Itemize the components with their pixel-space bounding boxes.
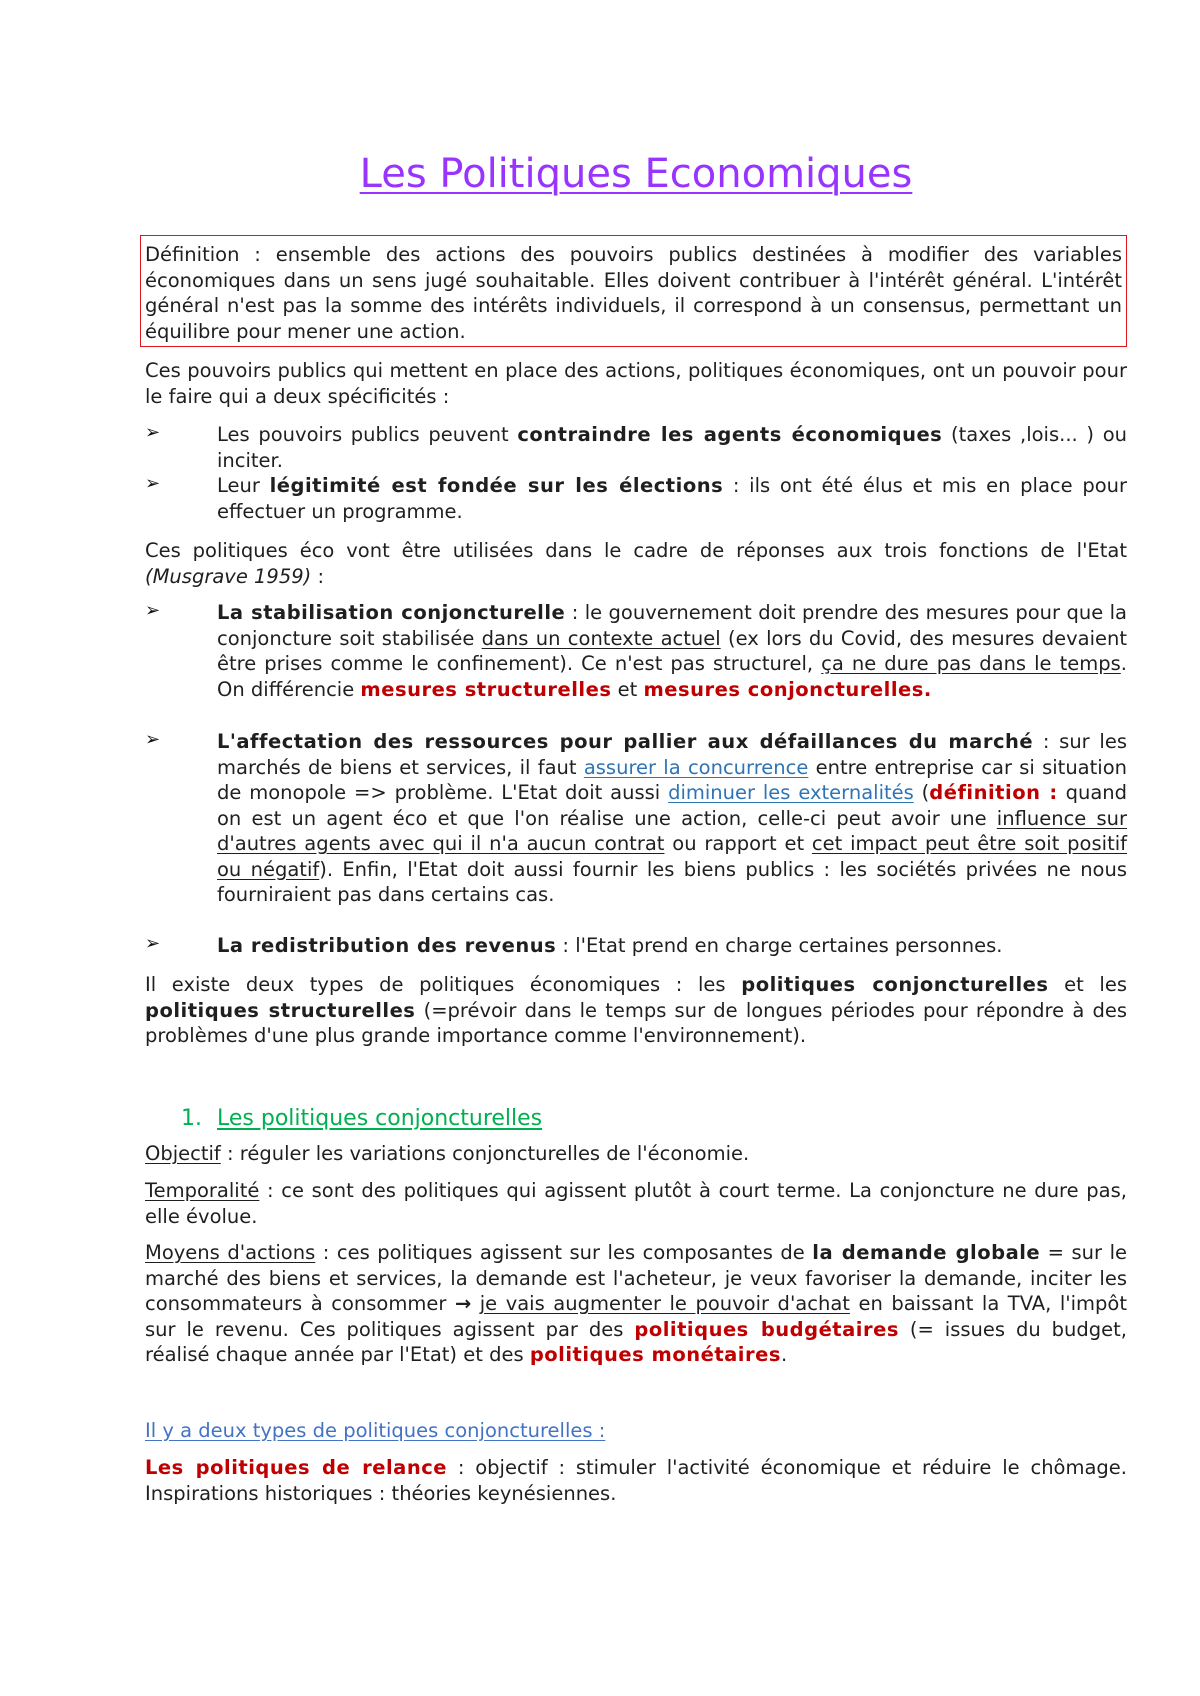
definition-box bbox=[140, 235, 1127, 347]
types-paragraph: Il existe deux types de politiques économiques : les politiques conjoncturelles et les politiques structurelles (=prévoir dans le temps sur de longues périodes pour répondre à des problèmes d'une plus grande importance comme l'environnement). bbox=[145, 973, 1127, 1047]
bold-text: contraindre les agents économiques bbox=[517, 423, 943, 446]
reference-musgrave: (Musgrave 1959) bbox=[145, 564, 312, 588]
page-title: Les Politiques Economiques bbox=[359, 151, 913, 197]
bullet-arrow-icon: ➢ bbox=[145, 473, 161, 494]
bullet-arrow-icon: ➢ bbox=[145, 422, 161, 443]
moyens-label: Moyens d'actions bbox=[145, 1241, 316, 1264]
link-diminuer-externalites[interactable]: diminuer les externalités bbox=[668, 781, 914, 804]
arrow-right-icon: → bbox=[454, 1292, 472, 1315]
definition-label: Définition : bbox=[145, 243, 261, 266]
relance-paragraph: Les politiques de relance : objectif : stimuler l'activité économique et réduire le chômage. Inspirations historiques : théories keynésiennes. bbox=[145, 1456, 1127, 1505]
section-title: Les politiques conjoncturelles bbox=[217, 1106, 543, 1131]
bullet-arrow-icon: ➢ bbox=[145, 600, 161, 621]
definition-text: ensemble des actions des pouvoirs publics destinées à modifier des variables économiques dans un sens jugé souhaitable. Elles doivent contribuer à l'intérêt général. L'intérêt général n'est pas la somme des intérêts individuels, il correspond à un consensus, permettant un équilibre pour mener une action. bbox=[145, 243, 1122, 343]
intro-paragraph: Ces pouvoirs publics qui mettent en place des actions, politiques économiques, ont un pouvoir pour le faire qui a deux spécificités : bbox=[145, 359, 1127, 408]
temporalite-paragraph: Temporalité : ce sont des politiques qui agissent plutôt à court terme. La conjoncture ne dure pas, elle évolue. bbox=[145, 1179, 1127, 1228]
bullet-arrow-icon: ➢ bbox=[145, 933, 161, 954]
section-number: 1. bbox=[181, 1106, 202, 1131]
specificity-item-1: ➢ Les pouvoirs publics peuvent contraindre les agents économiques (taxes ,lois... ) ou inciter. bbox=[145, 422, 1128, 472]
link-assurer-concurrence[interactable]: assurer la concurrence bbox=[583, 755, 809, 779]
moyens-paragraph: Moyens d'actions : ces politiques agissent sur les composantes de la demande globale = sur le marché des biens et services, la demande est l'acheteur, je veux favoriser la demande, inciter les consommateurs à consommer → je vais augmenter le pouvoir d'achat en baissant la TVA, l'impôt sur le revenu. Ces politiques agissent par des politiques budgétaires (= issues du budget, réalisé chaque année par l'Etat) et des politiques monétaires. bbox=[145, 1241, 1128, 1366]
function-affectation: ➢ L'affectation des ressources pour pallier aux défaillances du marché : sur les marchés de biens et services, il faut assurer la concurrence entre entreprise car si situation de monopole => problème. L'Etat doit aussi diminuer les externalités (définition : quand on est un agent éco et que l'on réalise une action, celle-ci peut avoir une influence sur d'autres agents avec qui il n'a aucun contrat ou rapport et cet impact peut être soit positif ou négatif). Enfin, l'Etat doit aussi fournir les biens publics : les sociétés privées ne nous fourniraient pas dans certains cas. bbox=[145, 729, 1128, 906]
objectif-label: Objectif bbox=[145, 1142, 221, 1165]
functions-intro: Ces politiques éco vont être utilisées dans le cadre de réponses aux trois fonctions de l'Etat (Musgrave 1959) : bbox=[145, 539, 1127, 588]
bullet-arrow-icon: ➢ bbox=[145, 729, 161, 750]
objectif-paragraph: Objectif : réguler les variations conjoncturelles de l'économie. bbox=[145, 1142, 750, 1165]
temporalite-label: Temporalité bbox=[145, 1179, 260, 1202]
function-redistribution: ➢ La redistribution des revenus : l'Etat prend en charge certaines personnes. bbox=[145, 933, 1003, 957]
specificity-item-2: ➢ Leur légitimité est fondée sur les élections : ils ont été élus et mis en place pour effectuer un programme. bbox=[145, 473, 1127, 523]
subheading-types: Il y a deux types de politiques conjoncturelles : bbox=[145, 1419, 606, 1442]
bold-text: légitimité est fondée sur les élections bbox=[269, 474, 724, 497]
function-stabilisation: ➢ La stabilisation conjoncturelle : le gouvernement doit prendre des mesures pour que la conjoncture soit stabilisée dans un contexte actuel (ex lors du Covid, des mesures devaient être prises comme le confinement). Ce n'est pas structurel, ça ne dure pas dans le temps. On différencie mesures structurelles et mesures conjoncturelles. bbox=[145, 600, 1128, 701]
